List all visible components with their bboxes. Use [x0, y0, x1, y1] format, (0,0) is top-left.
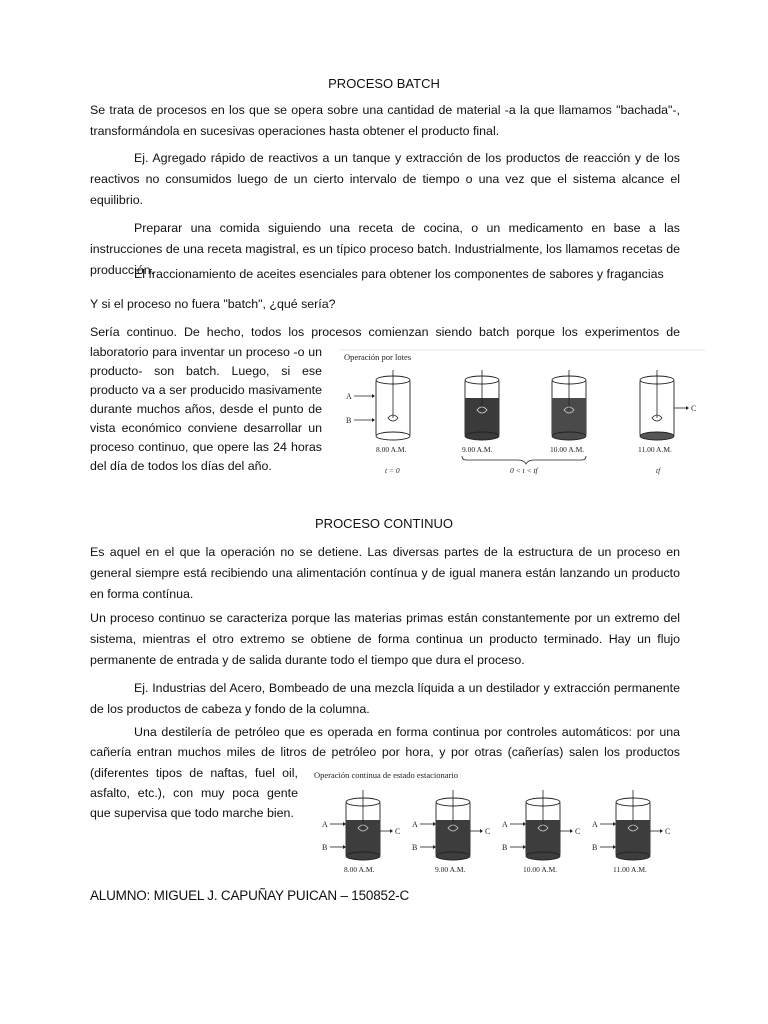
interval-label: 0 < t < tf — [510, 466, 538, 475]
feed-label-b: B — [592, 843, 598, 852]
text-line: producto- son batch. Luego, si ese — [90, 364, 322, 378]
continuo-paragraph-4-wrap — [90, 764, 298, 824]
time-label: 8.00 A.M. — [376, 445, 407, 454]
text-line: asfalto, etc.), con muy poca gente — [90, 786, 298, 800]
tank-4 — [638, 370, 696, 475]
continuo-paragraph-4-line1: Una destilería de petróleo que es operada en forma continua por controles automáticos: por una — [134, 725, 680, 739]
product-label-c: C — [485, 827, 491, 836]
feed-label-a: A — [346, 392, 352, 401]
tank-1 — [346, 370, 410, 475]
time-label: 11.00 A.M. — [613, 865, 647, 874]
product-label-c: C — [665, 827, 671, 836]
time-label: 9.00 A.M. — [435, 865, 466, 874]
feed-label-a: A — [412, 820, 418, 829]
tank-2 — [412, 790, 490, 874]
feed-label-b: B — [346, 416, 352, 425]
tank-1 — [322, 790, 400, 874]
time-label: 10.00 A.M. — [523, 865, 558, 874]
text-line: producto va a ser producido masivamente — [90, 383, 322, 397]
batch-paragraph-6-wrap — [90, 343, 322, 476]
continuous-process-figure — [310, 768, 690, 880]
continuo-paragraph-1: Es aquel en el que la operación no se detiene. Las diversas partes de la estructura de un proceso en general siempre está recibiendo una alimentación contínua y de igual manera están lanzando un producto en forma contínua. — [90, 545, 680, 601]
text-line: vista económico conviene desarrollar un — [90, 421, 322, 435]
figure-caption: Operación continua de estado estacionario — [314, 770, 458, 780]
tank-2 — [462, 370, 499, 454]
feed-label-b: B — [412, 843, 418, 852]
tank-3 — [502, 790, 580, 874]
time-label: 9.00 A.M. — [462, 445, 493, 454]
feed-label-b: B — [322, 843, 328, 852]
text-line: del día de todos los días del año. — [90, 459, 272, 473]
batch-title: PROCESO BATCH — [328, 76, 440, 91]
product-label-c: C — [575, 827, 581, 836]
batch-process-figure — [340, 348, 705, 480]
tank-4 — [592, 790, 670, 874]
feed-label-a: A — [502, 820, 508, 829]
time-label: 11.00 A.M. — [638, 445, 672, 454]
feed-label-a: A — [322, 820, 328, 829]
product-label-c: C — [395, 827, 401, 836]
continuo-paragraph-4-line2: cañería entran muchos miles de litros de petróleo por hora, y por otras (cañerías) salen los productos — [90, 745, 680, 759]
text-line: laboratorio para inventar un proceso -o un — [90, 345, 322, 359]
interval-brace — [462, 456, 586, 464]
feed-label-b: B — [502, 843, 508, 852]
feed-label-a: A — [592, 820, 598, 829]
text-line: que supervisa que todo marche bien. — [90, 806, 294, 820]
batch-paragraph-1: Se trata de procesos en los que se opera sobre una cantidad de material -a la que llamamos "bachada"-, transformándola en sucesivas operaciones hasta obtener el producto final. — [90, 103, 680, 138]
batch-paragraph-6-line1: Sería continuo. De hecho, todos los procesos comienzan siendo batch porque los experimentos de — [90, 325, 680, 339]
batch-paragraph-3: Preparar una comida siguiendo una receta de cocina, o un medicamento en base a las instrucciones de una receta magistral, es un típico proceso batch. Industrialmente, los llamamos recetas de producción. — [90, 221, 680, 277]
time-label: 8.00 A.M. — [344, 865, 375, 874]
product-label-c: C — [691, 404, 697, 413]
batch-paragraph-2: Ej. Agregado rápido de reactivos a un tanque y extracción de los productos de reacción y de los reactivos no consumidos luego de un cierto intervalo de tiempo o una vez que el sistema alcance el equilibrio. — [90, 151, 680, 207]
student-signature: ALUMNO: MIGUEL J. CAPUÑAY PUICAN – 150852-C — [90, 888, 409, 903]
text-line: proceso continuo, que opere las 24 horas — [90, 440, 322, 454]
t-zero-label: t = 0 — [385, 466, 400, 475]
text-line: (diferentes tipos de naftas, fuel oil, — [90, 766, 298, 780]
batch-paragraph-4: El fraccionamiento de aceites esenciales para obtener los componentes de sabores y fragancias — [134, 267, 664, 281]
tank-3 — [550, 370, 586, 454]
batch-paragraph-5: Y si el proceso no fuera "batch", ¿qué sería? — [90, 297, 336, 311]
figure-caption: Operación por lotes — [344, 352, 412, 362]
continuo-paragraph-3: Ej. Industrias del Acero, Bombeado de una mezcla líquida a un destilador y extracción permanente de los productos de cabeza y fondo de la columna. — [90, 681, 680, 716]
time-label: 10.00 A.M. — [550, 445, 585, 454]
continuo-paragraph-2: Un proceso continuo se caracteriza porque las materias primas están constantemente por un extremo del sistema, mientras el otro extremo se obtiene de forma continua un producto terminado. Hay un flujo permanente de entrada y de salida durante todo el tiempo que dura el proceso. — [90, 611, 680, 667]
continuo-title: PROCESO CONTINUO — [315, 516, 453, 531]
tf-label: tf — [656, 466, 661, 475]
text-line: durante muchos años, desde el punto de — [90, 402, 322, 416]
